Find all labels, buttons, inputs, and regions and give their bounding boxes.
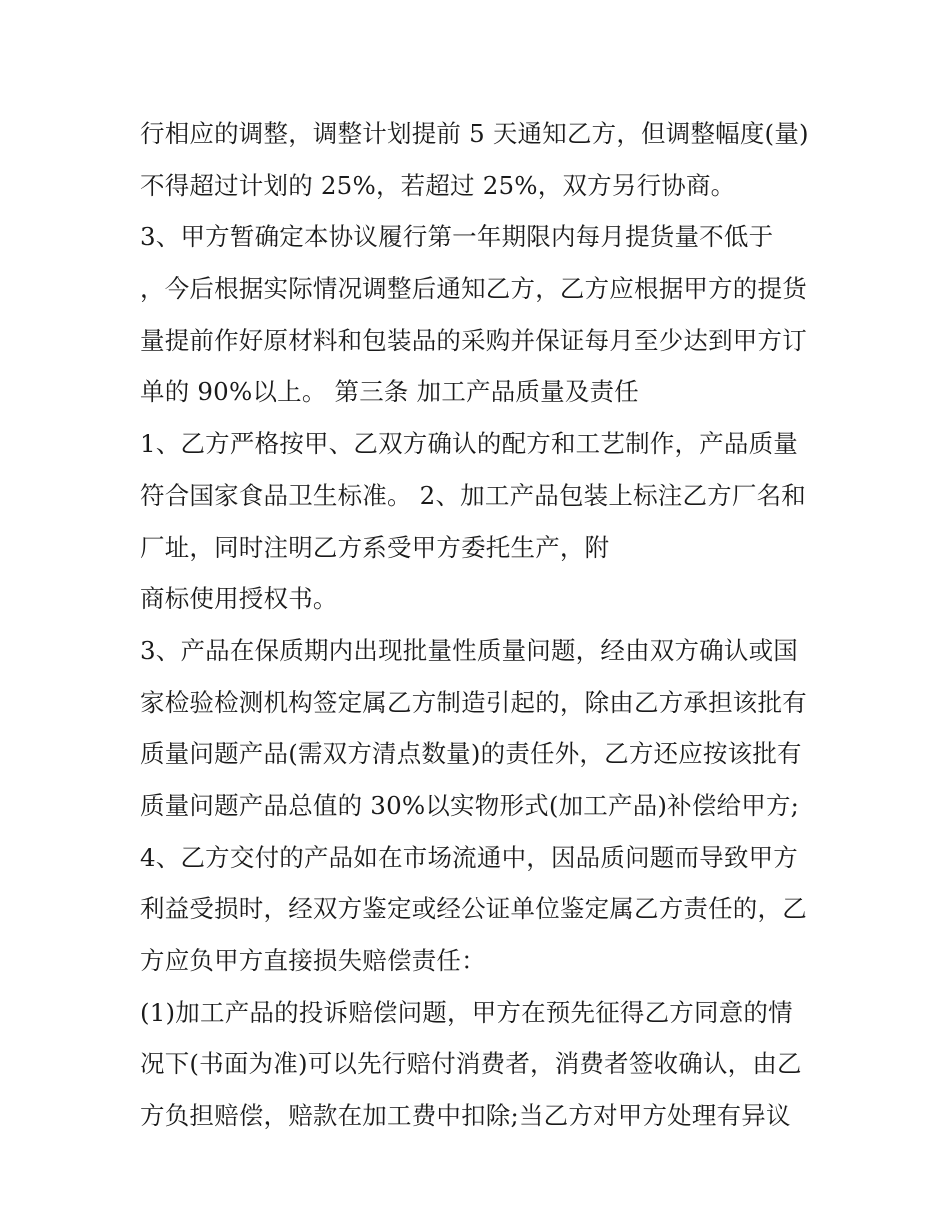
text-line: 量提前作好原材料和包装品的采购并保证每月至少达到甲方订 <box>140 325 807 355</box>
text-line: 家检验检测机构签定属乙方制造引起的，除由乙方承担该批有 <box>140 687 807 717</box>
text-line: 3、甲方暂确定本协议履行第一年期限内每月提货量不低于 <box>140 222 774 252</box>
text-line: 方负担赔偿，赔款在加工费中扣除;当乙方对甲方处理有异议 <box>140 1101 791 1131</box>
text-line: 行相应的调整，调整计划提前 5 天通知乙方，但调整幅度(量) <box>140 119 809 148</box>
text-line: 利益受损时，经双方鉴定或经公证单位鉴定属乙方责任的，乙 <box>140 894 807 924</box>
text-line: 3、产品在保质期内出现批量性质量问题，经由双方确认或国 <box>140 635 798 665</box>
text-line: 质量问题产品(需双方清点数量)的责任外，乙方还应按该批有 <box>140 739 802 769</box>
text-line: 厂址，同时注明乙方系受甲方委托生产，附 <box>140 532 610 562</box>
text-line: 符合国家食品卫生标准。 2、加工产品包装上标注乙方厂名和 <box>140 480 806 510</box>
text-line: 不得超过计划的 25%，若超过 25%，双方另行协商。 <box>140 170 736 200</box>
text-line: 质量问题产品总值的 30%以实物形式(加工产品)补偿给甲方; <box>140 790 800 820</box>
text-line: ，今后根据实际情况调整后通知乙方，乙方应根据甲方的提货 <box>140 274 807 304</box>
text-line: 方应负甲方直接损失赔偿责任： <box>140 946 486 975</box>
text-line: 商标使用授权书。 <box>140 584 338 614</box>
text-line: 单的 90%以上。 第三条 加工产品质量及责任 <box>140 377 639 407</box>
document-body <box>140 108 820 1142</box>
text-line: 1、乙方严格按甲、乙双方确认的配方和工艺制作，产品质量 <box>140 429 798 459</box>
text-line: 况下(书面为准)可以先行赔付消费者，消费者签收确认，由乙 <box>140 1049 802 1079</box>
text-line: 4、乙方交付的产品如在市场流通中，因品质问题而导致甲方 <box>140 842 798 872</box>
text-line: (1)加工产品的投诉赔偿问题，甲方在预先征得乙方同意的情 <box>140 997 793 1027</box>
